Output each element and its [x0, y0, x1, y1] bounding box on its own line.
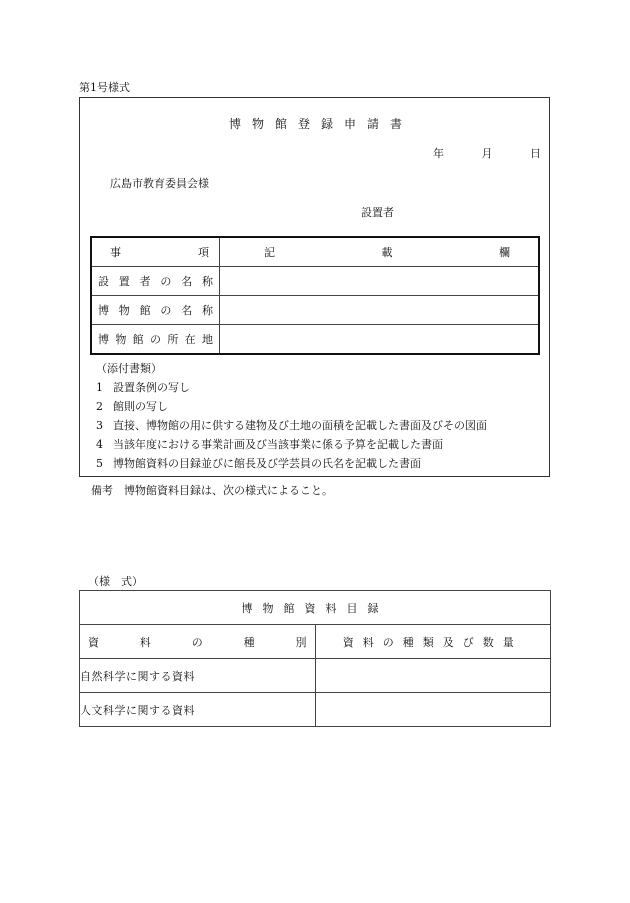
form-title: 博物館登録申請書 — [228, 117, 413, 131]
catalog-header-left — [80, 625, 316, 659]
founder-name-entry[interactable] — [220, 267, 540, 296]
label-char: 物 — [118, 304, 130, 317]
form-number-label: 第1号様式 — [79, 81, 130, 94]
date-day: 日 — [530, 147, 541, 160]
catalog-title-row — [80, 591, 551, 625]
catalog-title: 博物館資料目録 — [80, 591, 551, 625]
attachments-title: （添付書類） — [96, 362, 162, 375]
addressee: 広島市教育委員会様 — [110, 177, 209, 190]
header-char: 資 — [88, 635, 99, 649]
table-row — [91, 296, 539, 325]
catalog-row-value[interactable] — [315, 659, 551, 693]
row-label-museum-name — [91, 296, 220, 325]
list-item — [96, 420, 487, 431]
header-entry-char: 載 — [381, 246, 393, 259]
catalog-style-label: （様 式） — [88, 575, 143, 588]
label-char: の — [160, 304, 172, 317]
label-char: 博 — [98, 333, 109, 346]
header-char: 種 — [243, 635, 255, 649]
date-month: 月 — [481, 147, 493, 160]
table-row — [91, 267, 539, 296]
label-char: 称 — [201, 304, 213, 317]
catalog-row-value[interactable] — [315, 693, 551, 727]
header-char: 料 — [139, 635, 151, 649]
label-char: の — [160, 275, 172, 288]
header-item-cell — [91, 237, 220, 267]
row-label-museum-address — [91, 325, 220, 355]
label-char: 所 — [167, 333, 179, 346]
header-item-char: 項 — [198, 246, 209, 259]
catalog-header-right: 資料の種類及び数量 — [315, 625, 551, 659]
date-line — [399, 148, 541, 159]
item-number: 3 — [96, 419, 103, 432]
registration-table — [90, 236, 540, 355]
item-text: 直接、博物館の用に供する建物及び土地の面積を記載した書面及びその図面 — [113, 419, 487, 432]
founder-label: 設置者 — [361, 206, 394, 219]
label-char: 者 — [139, 275, 151, 288]
item-number: 2 — [96, 400, 103, 413]
label-char: 名 — [181, 275, 193, 288]
catalog-row-label: 人文科学に関する資料 — [80, 693, 316, 727]
label-char: 設 — [98, 275, 109, 288]
label-char: 在 — [184, 333, 196, 346]
catalog-header-row — [80, 625, 551, 659]
catalog-row-label: 自然科学に関する資料 — [80, 659, 316, 693]
date-year: 年 — [433, 147, 444, 160]
label-char: 地 — [201, 333, 213, 346]
note: 備考 博物館資料目録は、次の様式によること。 — [91, 484, 333, 497]
table-header-row — [91, 237, 539, 267]
list-item — [96, 401, 168, 412]
item-text: 当該年度における事業計画及び当該事業に係る予算を記載した書面 — [113, 438, 443, 451]
item-number: 4 — [96, 438, 103, 451]
table-row — [80, 693, 551, 727]
item-text: 博物館資料の目録並びに館長及び学芸員の氏名を記載した書面 — [113, 457, 421, 470]
header-char: の — [191, 635, 203, 649]
label-char: の — [149, 333, 161, 346]
row-label-founder-name — [91, 267, 220, 296]
header-entry-cell — [220, 237, 540, 267]
table-row — [80, 659, 551, 693]
list-item — [96, 382, 190, 393]
header-char: 別 — [295, 635, 307, 649]
header-entry-char: 欄 — [499, 246, 510, 259]
item-text: 館則の写し — [113, 400, 168, 413]
application-form — [79, 97, 550, 477]
label-char: 称 — [201, 275, 213, 288]
museum-name-entry[interactable] — [220, 296, 540, 325]
item-number: 1 — [96, 381, 103, 394]
item-text: 設置条例の写し — [113, 381, 190, 394]
table-row — [91, 325, 539, 355]
label-char: 名 — [181, 304, 193, 317]
label-char: 館 — [132, 333, 144, 346]
catalog-table — [79, 590, 551, 727]
label-char: 博 — [98, 304, 109, 317]
header-item-char: 事 — [110, 246, 121, 259]
label-char: 置 — [118, 275, 130, 288]
museum-address-entry[interactable] — [220, 325, 540, 355]
item-number: 5 — [96, 457, 103, 470]
label-char: 物 — [115, 333, 127, 346]
label-char: 館 — [139, 304, 151, 317]
list-item — [96, 458, 421, 469]
list-item — [96, 439, 443, 450]
header-entry-char: 記 — [264, 246, 275, 259]
